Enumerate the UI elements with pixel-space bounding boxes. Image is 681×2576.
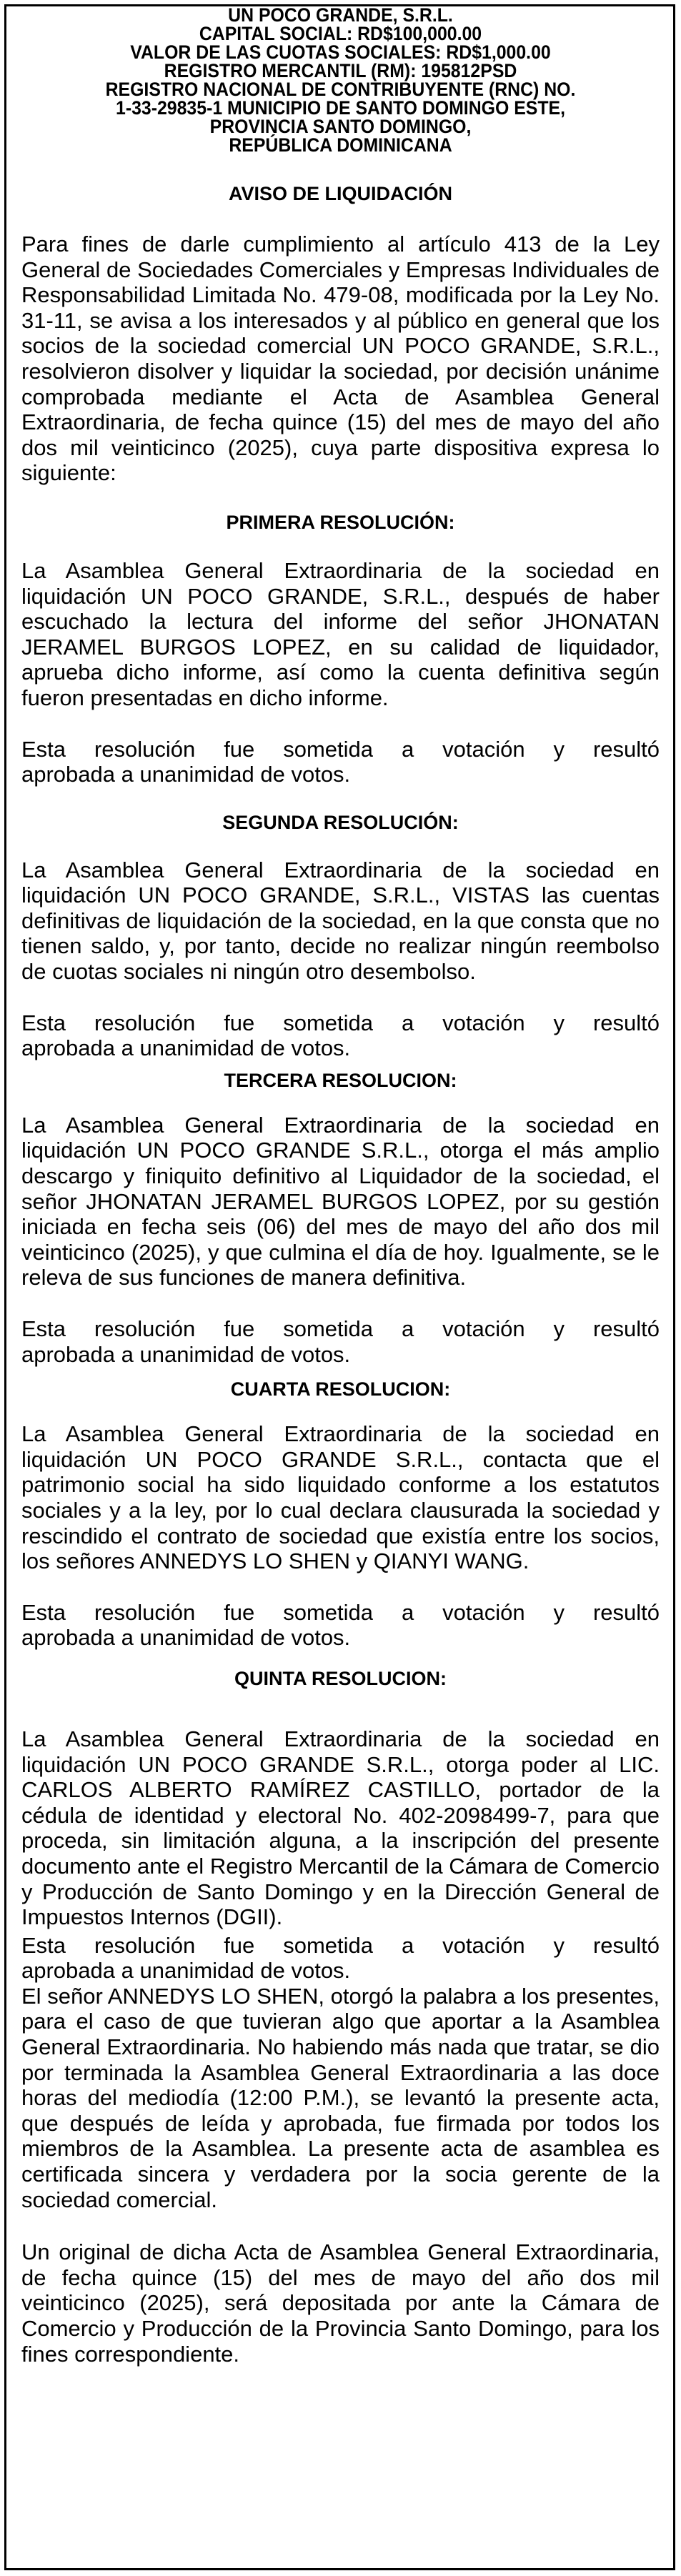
resolution-4-text: La Asamblea General Extraordinaria de la sociedad en liquidación UN POCO GRANDE S.R.L., contacta que el patrimonio social ha sido liquidado conforme a los estatutos sociales y a la ley, por lo cual declara clausurada la sociedad y rescindido el contrato de sociedad que existía entre los socios, los señores ANNEDYS LO SHEN y QIANYI WANG. xyxy=(21,1421,660,1574)
resolution-2-vote: Esta resolución fue sometida a votación y resultó xyxy=(21,1010,660,1035)
resolution-3-title: TERCERA RESOLUCION: xyxy=(224,1069,457,1091)
resolution-5-vote-result: aprobada a unanimidad de votos. xyxy=(21,1958,351,1984)
mercantile-registry: REGISTRO MERCANTIL (RM): 195812PSD xyxy=(164,60,517,81)
resolution-2-vote-result: aprobada a unanimidad de votos. xyxy=(21,1035,351,1061)
resolution-4-vote-result: aprobada a unanimidad de votos. xyxy=(21,1625,351,1651)
resolution-2-title: SEGUNDA RESOLUCIÓN: xyxy=(222,811,459,833)
company-header xyxy=(47,6,635,154)
province: PROVINCIA SANTO DOMINGO, xyxy=(209,116,472,137)
closing-paragraph: El señor ANNEDYS LO SHEN, otorgó la palabra a los presentes, para el caso de que tuvieran algo que aportar a la Asamblea General Extraordinaria. No habiendo más nada que tratar, se dio por terminada la Asamblea General Extraordinaria a las doce horas del mediodía (12:00 P.M.), se levantó la presente acta, que después de leída y aprobada, fue firmada por todos los miembros de la Asamblea. La presente acta de asamblea es certificada sincera y verdadera por la socia gerente de la sociedad comercial. xyxy=(21,1983,660,2212)
resolution-5-text: La Asamblea General Extraordinaria de la sociedad en liquidación UN POCO GRANDE S.R.L., otorga poder al LIC. CARLOS ALBERTO RAMÍREZ CASTILLO, portador de la cédula de identidad y electoral No. 402-2098499-7, para que proceda, sin limitación alguna, a la inscripción del presente documento ante el Registro Mercantil de la Cámara de Comercio y Producción de Santo Domingo y en la Dirección General de Impuestos Internos (DGII). xyxy=(21,1726,660,1930)
resolution-3-text: La Asamblea General Extraordinaria de la sociedad en liquidación UN POCO GRANDE S.R.L., otorga el más amplio descargo y finiquito definitivo al Liquidador de la sociedad, el señor JHONATAN JERAMEL BURGOS LOPEZ, por su gestión iniciada en fecha seis (06) del mes de mayo del año dos mil veinticinco (2025), y que culmina el día de hoy. Igualmente, se le releva de sus funciones de manera definitiva. xyxy=(21,1112,660,1291)
capital-social: CAPITAL SOCIAL: RD$100,000.00 xyxy=(199,23,482,44)
resolution-1-text: La Asamblea General Extraordinaria de la sociedad en liquidación UN POCO GRANDE, S.R.L., después de haber escuchado la lectura del informe del señor JHONATAN JERAMEL BURGOS LOPEZ, en su calidad de liquidador, aprueba dicho informe, así como la cuenta definitiva según fueron presentadas en dicho informe. xyxy=(21,557,660,710)
country: REPÚBLICA DOMINICANA xyxy=(229,134,452,156)
resolution-5-title: QUINTA RESOLUCION: xyxy=(234,1667,447,1689)
company-name: UN POCO GRANDE, S.R.L. xyxy=(228,4,453,26)
liquidation-notice xyxy=(21,0,660,2367)
notice-title: AVISO DE LIQUIDACIÓN xyxy=(228,183,453,204)
resolution-3-vote-result: aprobada a unanimidad de votos. xyxy=(21,1341,351,1367)
resolution-3-vote: Esta resolución fue sometida a votación y resultó xyxy=(21,1316,660,1341)
rnc-label: REGISTRO NACIONAL DE CONTRIBUYENTE (RNC) NO. xyxy=(105,79,576,100)
resolution-5-vote: Esta resolución fue sometida a votación y resultó xyxy=(21,1932,660,1958)
resolution-1-vote-result: aprobada a unanimidad de votos. xyxy=(21,762,351,787)
intro-paragraph: Para fines de darle cumplimiento al artículo 413 de la Ley General de Sociedades Comerciales y Empresas Individuales de Responsabilidad Limitada No. 479-08, modificada por la Ley No. 31-11, se avisa a los interesados y al público en general que los socios de la sociedad comercial UN POCO GRANDE, S.R.L., resolvieron disolver y liquidar la sociedad, por decisión unánime comprobada mediante el Acta de Asamblea General Extraordinaria, de fecha quince (15) del mes de mayo del año dos mil veinticinco (2025), cuya parte dispositiva expresa lo siguiente: xyxy=(21,232,660,486)
deposit-paragraph: Un original de dicha Acta de Asamblea General Extraordinaria, de fecha quince (15) del mes de mayo del año dos mil veinticinco (2025), será depositada por ante la Cámara de Comercio y Producción de la Provincia Santo Domingo, para los fines correspondiente. xyxy=(21,2239,660,2367)
resolution-2-text: La Asamblea General Extraordinaria de la sociedad en liquidación UN POCO GRANDE, S.R.L., VISTAS las cuentas definitivas de liquidación de la sociedad, en la que consta que no tienen saldo, y, por tanto, decide no realizar ningún reembolso de cuotas sociales ni ningún otro desembolso. xyxy=(21,857,660,985)
quota-value: VALOR DE LAS CUOTAS SOCIALES: RD$1,000.00 xyxy=(130,41,551,63)
resolution-4-vote: Esta resolución fue sometida a votación y resultó xyxy=(21,1599,660,1625)
resolution-4-title: CUARTA RESOLUCION: xyxy=(230,1378,451,1401)
resolution-1-title: PRIMERA RESOLUCIÓN: xyxy=(226,511,455,533)
rnc-municipality: 1-33-29835-1 MUNICIPIO DE SANTO DOMINGO ESTE, xyxy=(116,97,565,119)
resolution-1-vote: Esta resolución fue sometida a votación y resultó xyxy=(21,736,660,762)
